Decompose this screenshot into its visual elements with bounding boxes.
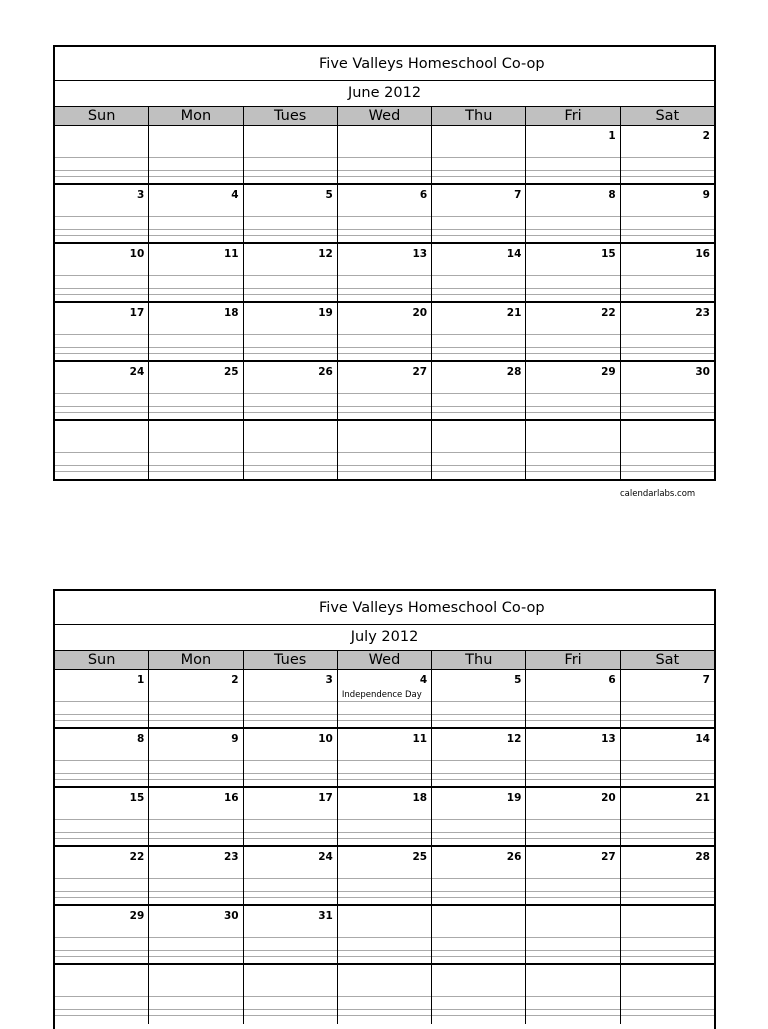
day-cell[interactable]	[525, 362, 619, 419]
cell-line	[621, 779, 714, 780]
day-cell[interactable]	[243, 126, 337, 183]
weekday-label: Wed	[337, 107, 431, 125]
day-cell[interactable]	[243, 670, 337, 727]
cell-line	[526, 235, 619, 236]
cell-line	[526, 956, 619, 957]
day-number: 16	[695, 248, 710, 260]
cell-line	[149, 720, 242, 721]
weekday-label: Tues	[243, 651, 337, 669]
cell-line	[149, 176, 242, 177]
day-number: 30	[695, 366, 710, 378]
day-cell[interactable]	[431, 244, 525, 301]
footer-credit[interactable]: calendarlabs.com	[620, 489, 696, 499]
weekday-label: Wed	[337, 651, 431, 669]
day-number: 14	[695, 733, 710, 745]
day-cell[interactable]	[243, 729, 337, 786]
weekday-header	[55, 651, 714, 670]
cell-line	[149, 412, 242, 413]
cell-line	[244, 1015, 337, 1016]
day-cell[interactable]	[620, 421, 714, 480]
org-title: Five Valleys Homeschool Co-op	[55, 47, 714, 81]
weekday-label: Thu	[431, 107, 525, 125]
weekday-label: Mon	[148, 651, 242, 669]
day-number: 17	[318, 792, 333, 804]
cell-line	[244, 720, 337, 721]
day-number: 6	[608, 674, 616, 686]
cell-line	[55, 353, 148, 354]
day-number: 27	[412, 366, 428, 378]
cell-line	[149, 294, 242, 295]
day-cell[interactable]	[431, 303, 525, 360]
cell-line	[526, 1015, 619, 1016]
day-number: 8	[608, 189, 616, 201]
day-number: 27	[601, 851, 616, 863]
day-number: 20	[412, 307, 428, 319]
cell-line	[244, 779, 337, 780]
day-cell[interactable]	[148, 244, 242, 301]
weekday-label: Thu	[431, 651, 525, 669]
weekday-label: Sat	[620, 651, 714, 669]
cell-line	[432, 412, 525, 413]
day-number: 28	[506, 366, 522, 378]
day-number: 15	[601, 248, 616, 260]
day-cell[interactable]	[55, 847, 148, 904]
weekday-header	[55, 107, 714, 126]
day-cell[interactable]	[243, 303, 337, 360]
day-number: 4	[231, 189, 239, 201]
day-cell[interactable]	[148, 729, 242, 786]
cell-line	[149, 1015, 242, 1016]
day-cell[interactable]	[620, 847, 714, 904]
cell-line	[621, 838, 714, 839]
cell-line	[432, 353, 525, 354]
cell-line	[55, 897, 148, 898]
day-number: 14	[506, 248, 522, 260]
day-cell[interactable]	[431, 729, 525, 786]
cell-line	[526, 838, 619, 839]
month-title: July 2012	[55, 625, 714, 651]
cell-line	[55, 471, 148, 472]
day-cell[interactable]	[148, 185, 242, 242]
day-cell[interactable]	[620, 244, 714, 301]
cell-line	[526, 897, 619, 898]
day-cell[interactable]	[620, 362, 714, 419]
week-row	[55, 126, 714, 185]
day-cell[interactable]	[525, 965, 619, 1024]
day-cell[interactable]	[337, 729, 431, 786]
day-number: 1	[136, 674, 145, 686]
day-cell[interactable]	[55, 729, 148, 786]
day-number: 29	[601, 366, 616, 378]
week-row	[55, 303, 714, 362]
day-number: 25	[223, 366, 239, 378]
cell-line	[621, 956, 714, 957]
cell-line	[244, 838, 337, 839]
day-number: 31	[318, 910, 333, 922]
cell-line	[55, 235, 148, 236]
day-cell[interactable]	[55, 788, 148, 845]
day-cell[interactable]	[337, 965, 431, 1024]
cell-line	[432, 176, 525, 177]
day-cell[interactable]	[148, 965, 242, 1024]
cell-line	[338, 176, 431, 177]
day-number: 24	[129, 366, 145, 378]
cell-line	[621, 1015, 714, 1016]
cell-line	[621, 897, 714, 898]
day-cell[interactable]	[525, 729, 619, 786]
calendar-june	[53, 45, 716, 481]
day-cell[interactable]	[525, 185, 619, 242]
cell-line	[244, 353, 337, 354]
day-cell[interactable]	[337, 788, 431, 845]
cell-line	[55, 412, 148, 413]
cell-line	[526, 176, 619, 177]
day-cell[interactable]	[525, 788, 619, 845]
cell-line	[526, 353, 619, 354]
cell-line	[432, 720, 525, 721]
cell-line	[244, 176, 337, 177]
day-cell[interactable]	[337, 421, 431, 480]
weekday-label: Mon	[148, 107, 242, 125]
day-cell[interactable]	[55, 244, 148, 301]
cell-line	[338, 471, 431, 472]
cell-line	[338, 294, 431, 295]
cell-line	[149, 353, 242, 354]
day-cell[interactable]	[337, 906, 431, 963]
cell-line	[526, 720, 619, 721]
cell-line	[621, 412, 714, 413]
day-number: 29	[129, 910, 145, 922]
day-cell[interactable]	[55, 362, 148, 419]
holiday-note: Independence Day	[341, 690, 422, 700]
day-cell[interactable]	[148, 670, 242, 727]
weekday-label: Fri	[525, 107, 619, 125]
cell-line	[55, 779, 148, 780]
cell-line	[338, 235, 431, 236]
day-cell[interactable]	[55, 303, 148, 360]
day-number: 25	[412, 851, 428, 863]
cell-line	[432, 779, 525, 780]
day-cell[interactable]	[243, 847, 337, 904]
day-number: 13	[412, 248, 428, 260]
day-number: 2	[231, 674, 239, 686]
day-cell[interactable]	[431, 670, 525, 727]
day-cell[interactable]	[431, 788, 525, 845]
cell-line	[432, 838, 525, 839]
cell-line	[432, 897, 525, 898]
day-cell[interactable]	[620, 126, 714, 183]
week-row	[55, 965, 714, 1024]
day-number: 11	[412, 733, 428, 745]
day-cell[interactable]	[243, 185, 337, 242]
day-cell[interactable]	[148, 421, 242, 480]
day-number: 9	[702, 189, 710, 201]
day-cell[interactable]	[148, 362, 242, 419]
cell-line	[244, 897, 337, 898]
cell-line	[432, 956, 525, 957]
day-number: 10	[318, 733, 333, 745]
cell-line	[621, 294, 714, 295]
day-number: 19	[506, 792, 522, 804]
cell-line	[55, 720, 148, 721]
cell-line	[149, 838, 242, 839]
cell-line	[621, 720, 714, 721]
day-number: 3	[325, 674, 333, 686]
cell-line	[55, 294, 148, 295]
cell-line	[338, 956, 431, 957]
cell-line	[338, 412, 431, 413]
cell-line	[55, 838, 148, 839]
cell-line	[149, 779, 242, 780]
day-cell[interactable]	[243, 906, 337, 963]
weekday-label: Fri	[525, 651, 619, 669]
cell-line	[526, 294, 619, 295]
day-number: 4	[419, 674, 428, 686]
day-cell[interactable]	[243, 788, 337, 845]
day-number: 21	[506, 307, 522, 319]
day-cell[interactable]	[243, 244, 337, 301]
weekday-label: Sun	[87, 108, 116, 124]
cell-line	[526, 779, 619, 780]
day-number: 12	[318, 248, 333, 260]
cell-line	[432, 1015, 525, 1016]
day-number: 28	[695, 851, 710, 863]
day-cell[interactable]	[55, 185, 148, 242]
cell-line	[338, 897, 431, 898]
week-row	[55, 906, 714, 965]
day-number: 22	[129, 851, 145, 863]
cell-line	[526, 412, 619, 413]
day-cell[interactable]	[55, 965, 148, 1024]
day-cell[interactable]	[243, 362, 337, 419]
day-cell[interactable]	[243, 421, 337, 480]
day-cell[interactable]	[525, 906, 619, 963]
day-number: 9	[231, 733, 239, 745]
day-cell[interactable]	[148, 906, 242, 963]
day-number: 10	[129, 248, 145, 260]
day-cell[interactable]	[337, 126, 431, 183]
cell-line	[244, 956, 337, 957]
cell-line	[55, 1015, 148, 1016]
day-cell[interactable]	[337, 670, 431, 727]
day-cell[interactable]	[620, 303, 714, 360]
cell-line	[149, 956, 242, 957]
day-cell[interactable]	[337, 303, 431, 360]
day-number: 22	[601, 307, 616, 319]
week-row	[55, 421, 714, 480]
day-cell[interactable]	[337, 362, 431, 419]
day-number: 21	[695, 792, 710, 804]
day-number: 17	[129, 307, 145, 319]
cell-line	[244, 412, 337, 413]
day-number: 6	[419, 189, 428, 201]
day-cell[interactable]	[620, 965, 714, 1024]
cell-line	[432, 294, 525, 295]
day-cell[interactable]	[525, 847, 619, 904]
day-number: 15	[129, 792, 145, 804]
cell-line	[149, 235, 242, 236]
day-number: 30	[223, 910, 239, 922]
month-title: June 2012	[55, 81, 714, 107]
day-cell[interactable]	[337, 244, 431, 301]
day-cell[interactable]	[620, 185, 714, 242]
day-number: 5	[514, 674, 522, 686]
day-cell[interactable]	[431, 362, 525, 419]
day-cell[interactable]	[620, 729, 714, 786]
cell-line	[621, 176, 714, 177]
day-cell[interactable]	[525, 126, 619, 183]
day-number: 2	[702, 130, 710, 142]
day-cell[interactable]	[55, 906, 148, 963]
day-number: 1	[608, 130, 616, 142]
day-cell[interactable]	[525, 421, 619, 480]
calendar-july	[53, 589, 716, 1029]
day-number: 23	[223, 851, 239, 863]
day-number: 13	[601, 733, 616, 745]
day-cell[interactable]	[525, 244, 619, 301]
day-cell[interactable]	[431, 965, 525, 1024]
day-number: 19	[318, 307, 333, 319]
day-cell[interactable]	[525, 670, 619, 727]
day-cell[interactable]	[525, 303, 619, 360]
cell-line	[244, 294, 337, 295]
cell-line	[432, 471, 525, 472]
cell-line	[55, 956, 148, 957]
week-row	[55, 185, 714, 244]
week-row	[55, 244, 714, 303]
day-number: 12	[506, 733, 522, 745]
day-cell[interactable]	[55, 126, 148, 183]
day-number: 24	[318, 851, 333, 863]
day-number: 26	[318, 366, 333, 378]
cell-line	[244, 235, 337, 236]
day-number: 11	[223, 248, 239, 260]
day-cell[interactable]	[55, 421, 148, 480]
day-cell[interactable]	[620, 670, 714, 727]
day-cell[interactable]	[620, 906, 714, 963]
day-cell[interactable]	[431, 906, 525, 963]
day-number: 23	[695, 307, 710, 319]
day-cell[interactable]	[243, 965, 337, 1024]
day-cell[interactable]	[431, 421, 525, 480]
day-number: 3	[136, 189, 145, 201]
day-number: 7	[702, 674, 710, 686]
cell-line	[338, 1015, 431, 1016]
day-cell[interactable]	[148, 788, 242, 845]
day-cell[interactable]	[148, 126, 242, 183]
cell-line	[338, 779, 431, 780]
cell-line	[338, 353, 431, 354]
day-number: 8	[136, 733, 145, 745]
cell-line	[55, 176, 148, 177]
cell-line	[244, 471, 337, 472]
week-row	[55, 670, 714, 729]
week-row	[55, 788, 714, 847]
cell-line	[338, 720, 431, 721]
day-cell[interactable]	[148, 303, 242, 360]
weekday-label: Sat	[620, 107, 714, 125]
cell-line	[621, 471, 714, 472]
week-row	[55, 847, 714, 906]
cell-line	[526, 471, 619, 472]
day-number: 26	[506, 851, 522, 863]
day-number: 16	[223, 792, 239, 804]
week-row	[55, 362, 714, 421]
day-cell[interactable]	[148, 847, 242, 904]
cell-line	[149, 897, 242, 898]
day-number: 20	[601, 792, 616, 804]
day-number: 5	[325, 189, 333, 201]
cell-line	[149, 471, 242, 472]
day-cell[interactable]	[337, 847, 431, 904]
day-number: 18	[412, 792, 428, 804]
cell-line	[432, 235, 525, 236]
day-cell[interactable]	[431, 847, 525, 904]
cell-line	[621, 353, 714, 354]
day-number: 7	[514, 189, 522, 201]
day-cell[interactable]	[55, 670, 148, 727]
cell-line	[338, 838, 431, 839]
day-cell[interactable]	[620, 788, 714, 845]
week-row	[55, 729, 714, 788]
day-cell[interactable]	[337, 185, 431, 242]
cell-line	[621, 235, 714, 236]
day-cell[interactable]	[431, 185, 525, 242]
weekday-label: Sun	[87, 652, 116, 668]
day-number: 18	[223, 307, 239, 319]
day-cell[interactable]	[431, 126, 525, 183]
weekday-label: Tues	[243, 107, 337, 125]
org-title: Five Valleys Homeschool Co-op	[55, 591, 714, 625]
